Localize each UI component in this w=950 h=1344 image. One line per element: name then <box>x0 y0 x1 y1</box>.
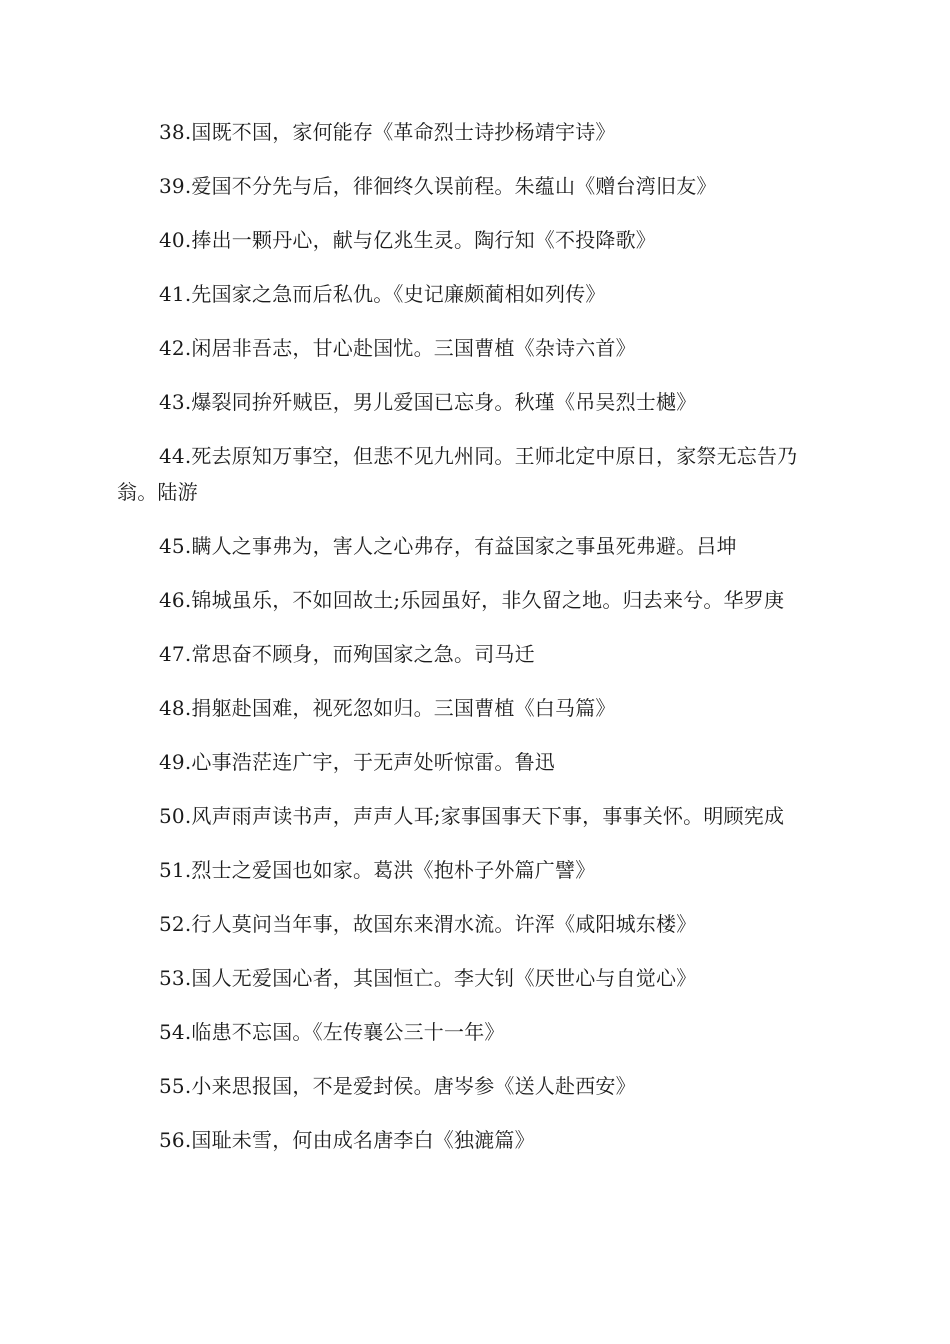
quote-item: 39.爱国不分先与后，徘徊终久误前程。朱蕴山《赠台湾旧友》 <box>159 174 717 198</box>
quote-item: 51.烈士之爱国也如家。葛洪《抱朴子外篇广譬》 <box>159 858 596 882</box>
quote-item: 56.国耻未雪，何由成名唐李白《独漉篇》 <box>159 1128 535 1152</box>
quote-item: 46.锦城虽乐，不如回故土;乐园虽好，非久留之地。归去来兮。华罗庚 <box>159 588 785 612</box>
quote-item: 44.死去原知万事空，但悲不见九州同。王师北定中原日，家祭无忘告乃翁。陆游 <box>117 444 798 504</box>
quote-item: 55.小来思报国，不是爱封侯。唐岑参《送人赴西安》 <box>159 1074 636 1098</box>
quote-list <box>117 114 833 1158</box>
quote-item: 52.行人莫问当年事，故国东来渭水流。许浑《咸阳城东楼》 <box>159 912 697 936</box>
quote-item: 40.捧出一颗丹心，献与亿兆生灵。陶行知《不投降歌》 <box>159 228 657 252</box>
quote-item: 54.临患不忘国。《左传襄公三十一年》 <box>159 1020 505 1044</box>
quote-item: 43.爆裂同拚歼贼臣，男儿爱国已忘身。秋瑾《吊吴烈士樾》 <box>159 390 697 414</box>
quote-item: 50.风声雨声读书声，声声人耳;家事国事天下事，事事关怀。明顾宪成 <box>159 804 785 828</box>
quote-item: 42.闲居非吾志，甘心赴国忧。三国曹植《杂诗六首》 <box>159 336 636 360</box>
quote-item: 38.国既不国，家何能存《革命烈士诗抄杨靖宇诗》 <box>159 120 616 144</box>
quote-item: 53.国人无爱国心者，其国恒亡。李大钊《厌世心与自觉心》 <box>159 966 697 990</box>
quote-item: 41.先国家之急而后私仇。《史记廉颇蔺相如列传》 <box>159 282 606 306</box>
quote-item: 47.常思奋不顾身，而殉国家之急。司马迁 <box>159 642 535 666</box>
quote-item: 45.瞒人之事弗为，害人之心弗存，有益国家之事虽死弗避。吕坤 <box>159 534 737 558</box>
quote-item: 49.心事浩茫连广宇，于无声处听惊雷。鲁迅 <box>159 750 556 774</box>
quote-item: 48.捐躯赴国难，视死忽如归。三国曹植《白马篇》 <box>159 696 616 720</box>
